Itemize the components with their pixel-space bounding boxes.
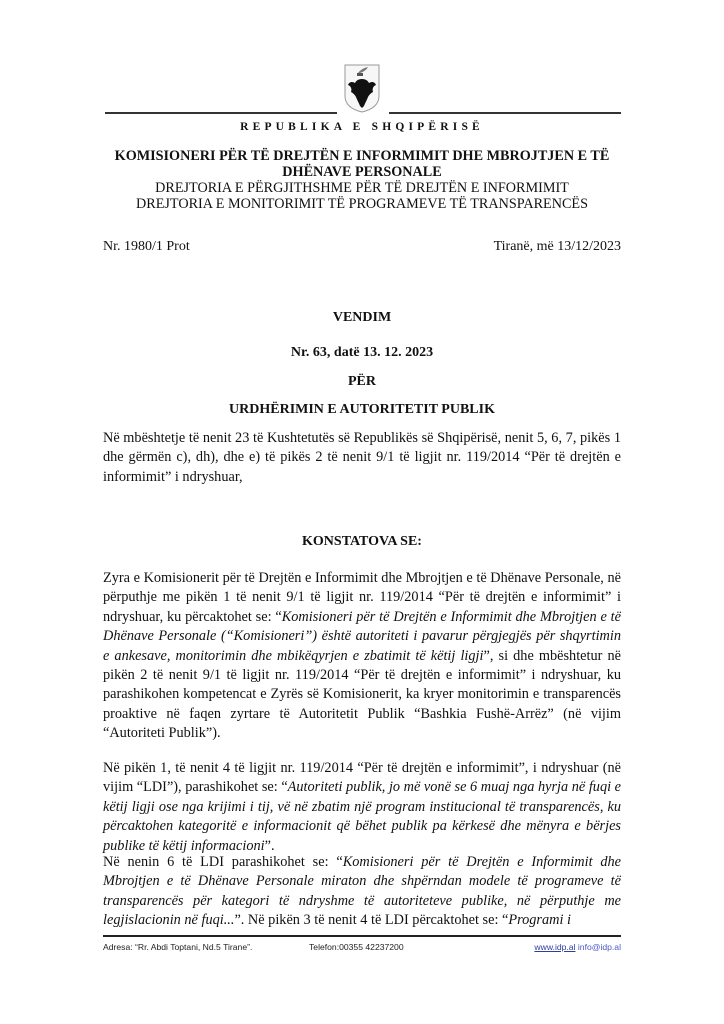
findings-paragraph-1	[103, 569, 621, 744]
protocol-line	[103, 239, 621, 255]
footer-address: Adresa: “Rr. Abdi Toptani, Nd.5 Tirane”.	[103, 942, 253, 952]
findings-heading: KONSTATOVA SE:	[302, 534, 422, 549]
place-date: Tiranë, më 13/12/2023	[493, 239, 621, 254]
directorate: DREJTORIA E MONITORIMIT TË PROGRAMEVE TË TRANSPARENCËS	[136, 196, 588, 212]
p3-text-a: Në nenin 6 të LDI parashikohet se: “	[103, 854, 343, 870]
institution-name-line2: DHËNAVE PERSONALE	[282, 164, 442, 180]
footer-phone: Telefon:00355 42237200	[309, 942, 404, 952]
website-link[interactable]: www.idp.al	[534, 942, 576, 952]
footer-rule	[103, 935, 621, 937]
p3-quote-2: Programi i	[508, 912, 571, 929]
findings-paragraph-2	[103, 759, 621, 856]
p3-quote: Komisioneri për të Drejtën e Informimit dhe Mbrojtjen e të Dhënave Personale miraton dhe shpërndan modele të programeve të transparencës për kategori të ndryshme të autoriteteve publike, në përputhje me legjislacionin në fuqi...	[103, 854, 622, 929]
decision-subject: URDHËRIMIN E AUTORITETIT PUBLIK	[229, 402, 495, 417]
protocol-number: Nr. 1980/1 Prot	[103, 239, 190, 254]
footer-contacts	[534, 942, 621, 952]
header-rule-right	[389, 112, 621, 114]
p2-quote: Autoriteti publik, jo më vonë se 6 muaj nga hyrja në fuqi e këtij ligji ose nga krijimi i tij, vë në zbatim një program institucional të transparencës, ku përcaktohen kategoritë e informacionit që bëhet publik pa kërkesë dhe mënyra e bërjes publike të këtij informacioni	[103, 779, 621, 854]
header-rule-left	[105, 112, 337, 114]
findings-paragraph-3	[103, 853, 621, 931]
p2-text-b: ”.	[264, 837, 275, 854]
p2-text-a: Në pikën 1, të nenit 4 të ligjit nr. 119/2014 “Për të drejtën e informimit”, i ndryshuar (në vijim “LDI”), parashikohet se: “	[103, 760, 621, 796]
email-link[interactable]: info@idp.al	[577, 942, 621, 952]
p1-quote: Komisioneri për të Drejtën e Informimit dhe Mbrojtjen e të Dhënave Personale (“Komisioneri”) është autoriteti i pavarur përgjegjës për shqyrtimin e ankesave, monitorimin dhe mbikëqyrjen e zbatimit të këtij ligji	[103, 608, 621, 664]
decision-for: PËR	[348, 374, 376, 389]
legal-basis-paragraph: Në mbështetje të nenit 23 të Kushtetutës së Republikës së Shqipërisë, nenit 5, 6, 7, pikës 1 dhe gërmën c), dh), dhe e) të pikës 2 të nenit 9/1 të ligjit nr. 119/2014 “Për të drejtën e informimit” i ndryshuar,	[103, 430, 621, 485]
directorate-general: DREJTORIA E PËRGJITHSHME PËR TË DREJTËN E INFORMIMIT	[155, 180, 569, 196]
institution-header	[100, 148, 624, 212]
decision-number-date: Nr. 63, datë 13. 12. 2023	[290, 345, 434, 360]
p3-text-b: ”. Në pikën 3 të nenit 4 të LDI përcaktohet se: “	[234, 912, 509, 929]
decision-title: VENDIM	[332, 310, 392, 325]
p1-text-b: ”, si dhe mbështetur në pikën 2 të nenit 9/1 të ligjit nr. 119/2014 “Për të drejtën e informimit” i ndryshuar, ku parashikohen kompetencat e Zyrës së Komisionerit, ka kryer monitorimin e transparencës proaktive në faqen zyrtare të Autoritetit Publik “Bashkia Fushë-Arrëz” (në vijim “Autoriteti Publik”).	[103, 647, 621, 742]
albanian-coat-of-arms-icon	[342, 62, 382, 114]
institution-name-line1: KOMISIONERI PËR TË DREJTËN E INFORMIMIT DHE MBROJTJEN E TË	[114, 148, 610, 164]
p1-text-a: Zyra e Komisionerit për të Drejtën e Informimit dhe Mbrojtjen e të Dhënave Personale, në përputhje me pikën 1 të nenit 9/1 të ligjit nr. 119/2014 “Për të drejtën e informimit” i ndryshuar, ku përcaktohet se: “	[103, 570, 621, 625]
republic-heading: REPUBLIKA E SHQIPËRISË	[240, 121, 484, 133]
